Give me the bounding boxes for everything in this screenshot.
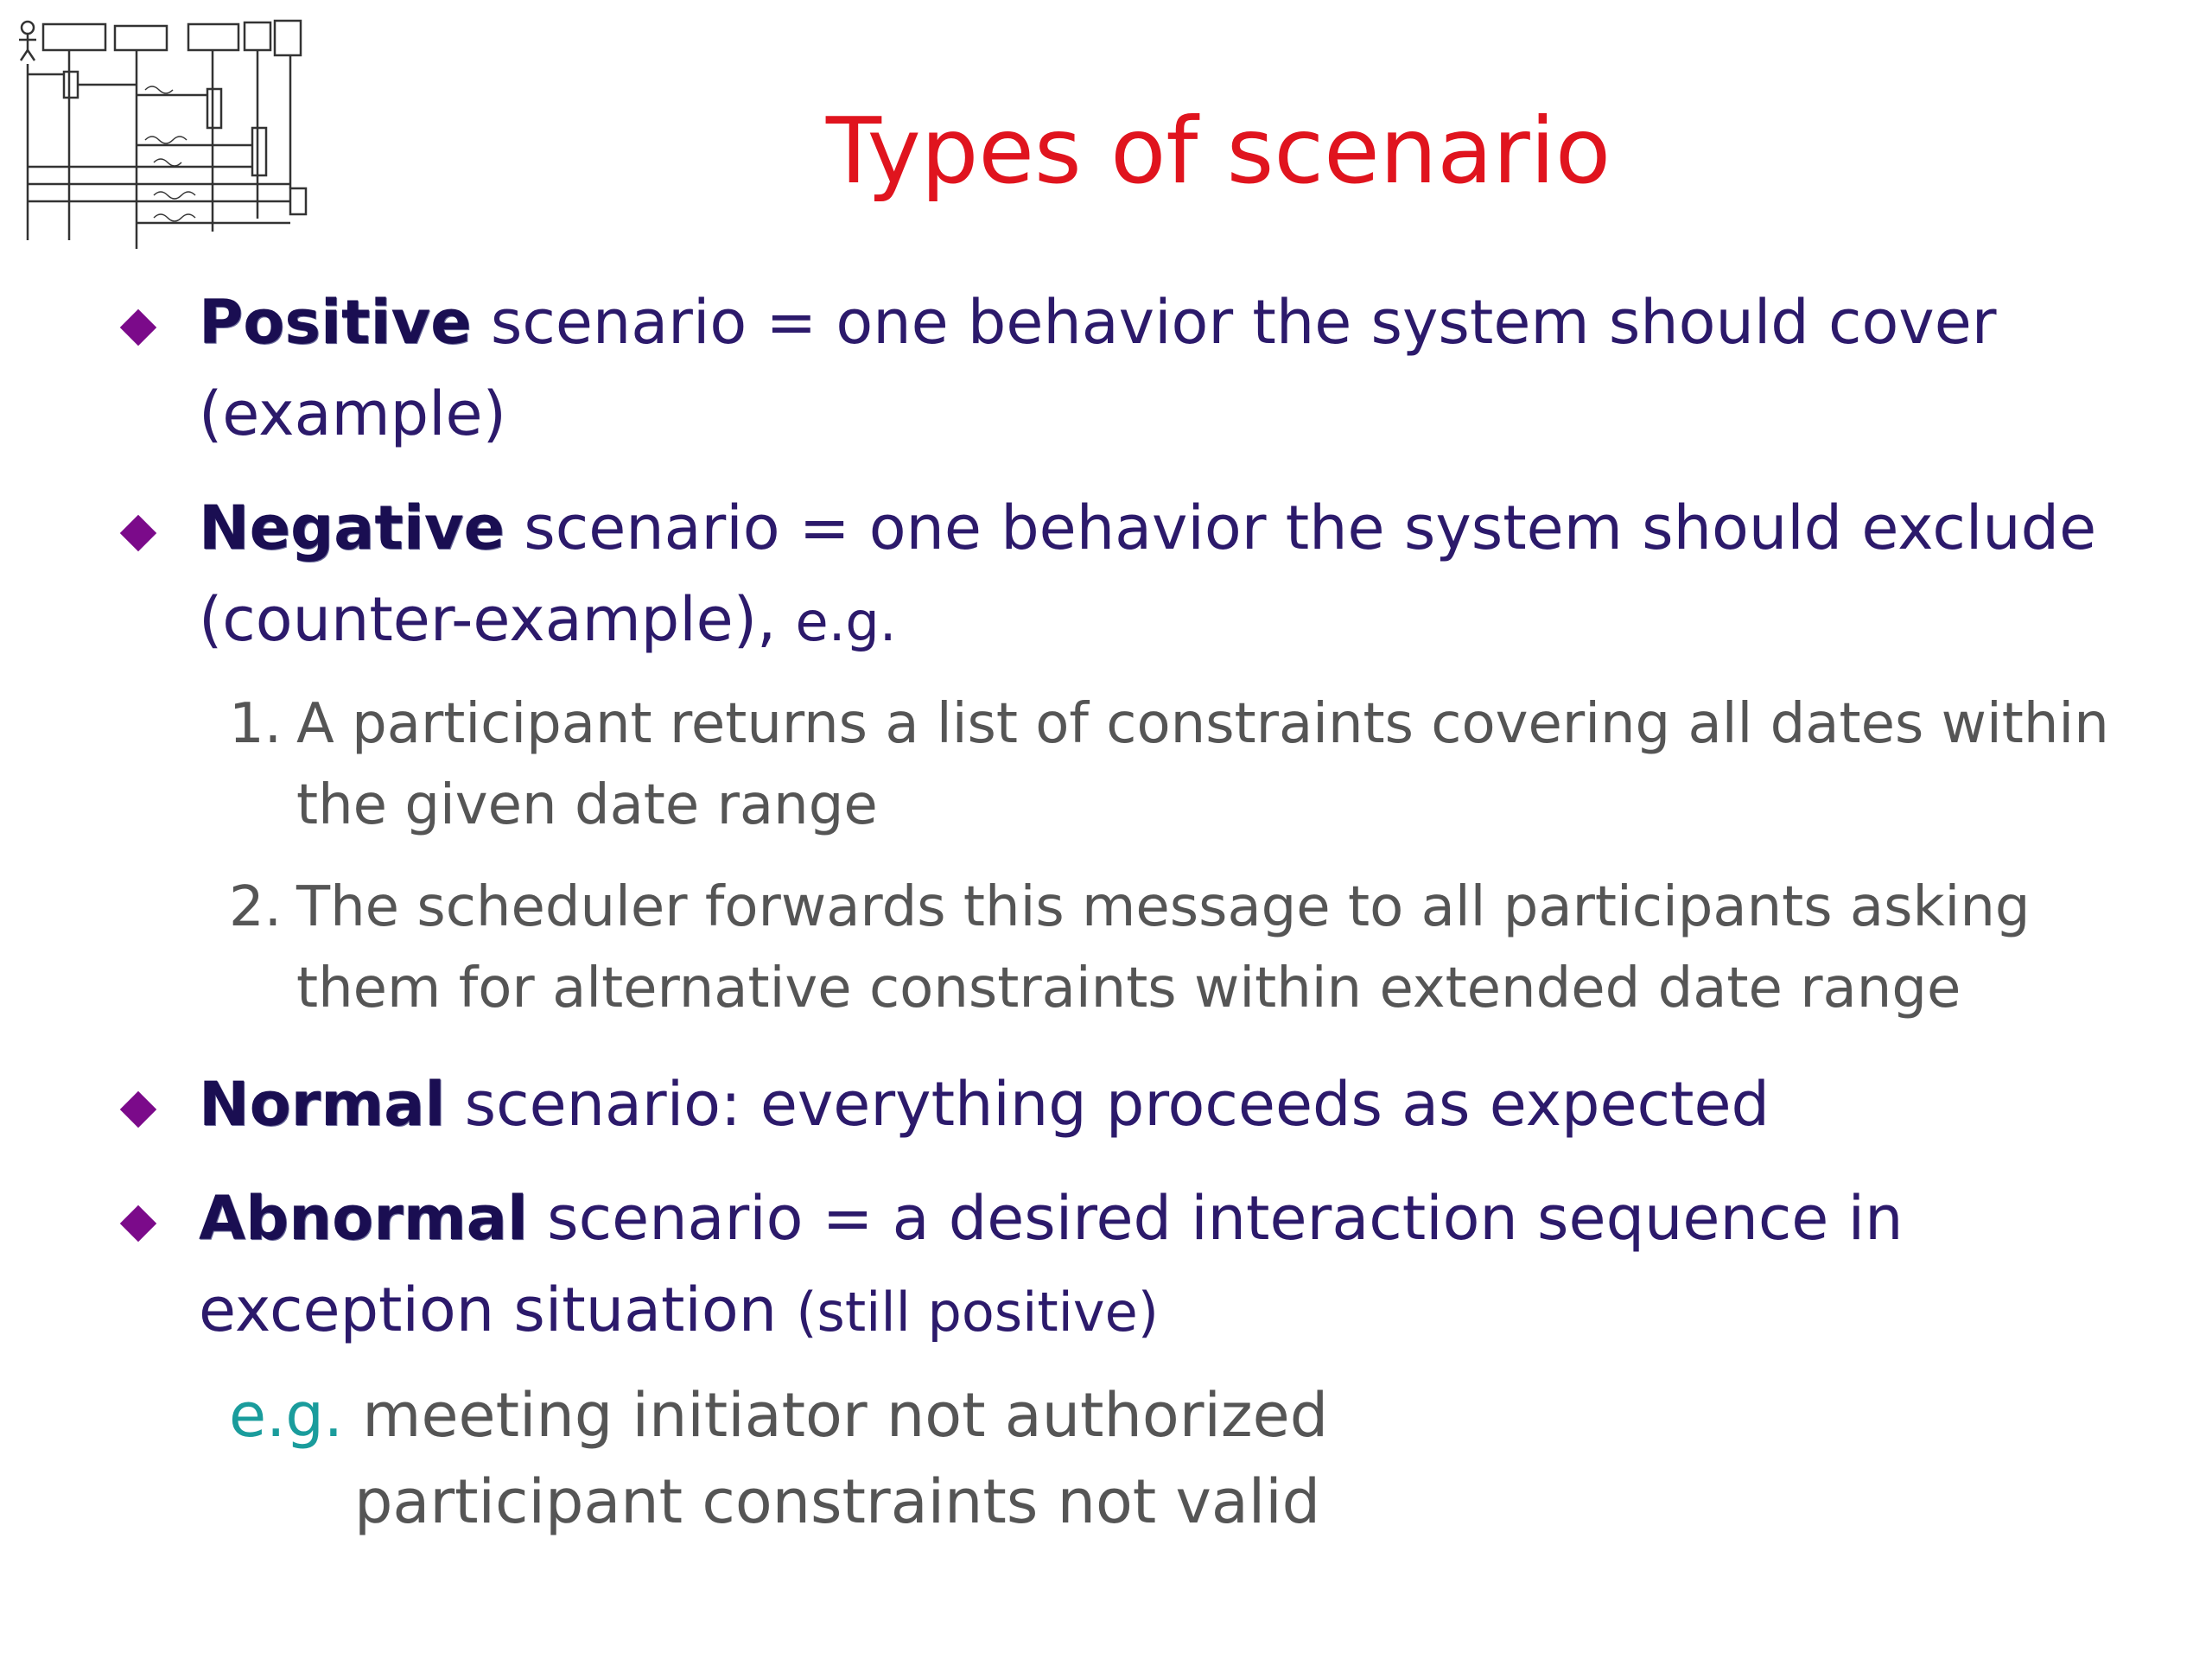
example-label: e.g. — [229, 1380, 344, 1451]
list-item — [229, 683, 2169, 846]
bullet-text: scenario = one behavior the system should exclude (counter-example), — [199, 493, 2097, 655]
bullet-tail: (still positive) — [796, 1281, 1159, 1344]
bullet-text: scenario = a desired interaction sequence in exception situation — [199, 1183, 1904, 1345]
bullet-keyword: Positive — [199, 287, 472, 358]
bullet-text: scenario = one behavior the system should cover (example) — [199, 287, 1997, 449]
bullet-negative — [112, 482, 2169, 668]
bullet-keyword: Abnormal — [199, 1183, 528, 1254]
example-text: participant constraints not valid — [354, 1466, 1321, 1537]
bullet-keyword: Normal — [199, 1069, 446, 1140]
example-text: meeting initiator not authorized — [362, 1380, 1329, 1451]
bullet-tail: e.g. — [795, 590, 897, 653]
bullet-abnormal — [112, 1173, 2169, 1358]
slide-content — [112, 276, 2169, 1545]
diamond-bullet-icon — [120, 309, 156, 346]
list-item — [229, 867, 2169, 1029]
diamond-bullet-icon — [120, 1091, 156, 1128]
example-line — [229, 1459, 2169, 1545]
list-item-text: The scheduler forwards this message to all participants asking them for alternative constraints within extended date range — [296, 875, 2031, 1020]
slide-title: Types of scenario — [825, 99, 1611, 204]
diamond-bullet-icon — [120, 515, 156, 551]
list-item-number: 1. — [229, 692, 283, 756]
bullet-text: scenario: everything proceeds as expected — [464, 1069, 1770, 1140]
bullet-normal — [112, 1058, 2169, 1150]
bullet-keyword: Negative — [199, 493, 505, 563]
abnormal-examples — [112, 1372, 2169, 1545]
list-item-number: 2. — [229, 875, 283, 939]
diamond-bullet-icon — [120, 1205, 156, 1242]
example-line — [229, 1372, 2169, 1459]
list-item-text: A participant returns a list of constraints covering all dates within the given date range — [296, 692, 2109, 837]
bullet-positive — [112, 276, 2169, 460]
negative-examples-list — [112, 683, 2169, 1029]
